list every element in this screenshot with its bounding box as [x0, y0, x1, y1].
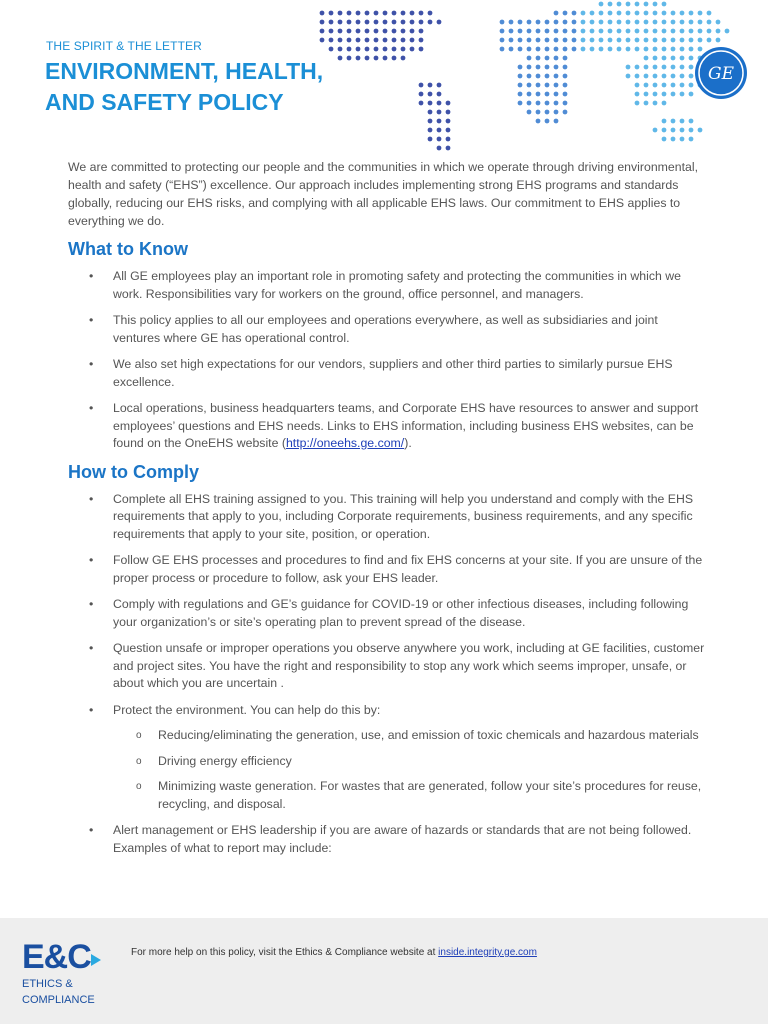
oneehs-text: Local operations, business headquarters teams, and Corporate EHS have resources to answer and support employees’ questions and EHS needs. Links to EHS information, including business EHS websites, can be found on the OneEHS website ( — [113, 401, 699, 450]
environment-item: Protect the environment. You can help do this by: — [113, 702, 381, 717]
sub-list-item: o Reducing/eliminating the generation, use, and emission of toxic chemicals and hazardous materials — [113, 727, 708, 745]
list-item: • All GE employees play an important role in promoting safety and protecting the communities in which we work. Responsibilities vary for workers on the ground, office personnel, and managers. — [68, 268, 708, 303]
ge-logo-text: GE — [708, 64, 734, 84]
sub-list-item: o Driving energy efficiency — [113, 753, 708, 771]
ec-line-1: ETHICS & — [22, 978, 73, 990]
list-item: • Follow GE EHS processes and procedures to find and fix EHS concerns at your site. If you are unsure of the proper process or procedure to follow, ask your EHS leader. — [68, 552, 708, 587]
policy-content — [68, 158, 708, 866]
ec-line-2: COMPLIANCE — [22, 994, 95, 1006]
list-item: • This policy applies to all our employees and operations everywhere, as well as subsidiaries and joint ventures where GE has operational control. — [68, 312, 708, 347]
oneehs-link[interactable]: http://oneehs.ge.com/ — [285, 436, 405, 450]
environment-sublist — [113, 727, 708, 813]
eyebrow-label: THE SPIRIT & THE LETTER — [46, 39, 202, 53]
list-item: • Comply with regulations and GE’s guidance for COVID-19 or other infectious diseases, including following your organization’s or site’s operating plan to prevent spread of the disease. — [68, 596, 708, 631]
footer-help-text — [131, 947, 537, 958]
ge-logo-icon — [694, 46, 748, 100]
what-to-know-list — [68, 268, 708, 453]
list-item: • Question unsafe or improper operations you observe anywhere you work, including at GE facilities, customer and project sites. You have the right and responsibility to stop any work which seems improper, unsafe, or about which you are uncertain . — [68, 640, 708, 693]
play-arrow-icon — [89, 952, 103, 968]
integrity-website-link[interactable]: inside.integrity.ge.com — [438, 947, 537, 958]
footer-bar — [0, 918, 768, 1024]
list-item: • Alert management or EHS leadership if you are aware of hazards or standards that are not being followed. Examples of what to report may include: — [68, 822, 708, 857]
list-item — [68, 400, 708, 453]
how-to-comply-list — [68, 491, 708, 858]
intro-paragraph: We are committed to protecting our people and the communities in which we operate through driving environmental, health and safety (“EHS”) excellence. Our approach includes implementing strong EHS programs and standards globally, reducing our EHS risks, and complying with all applicable EHS laws. Our commitment to EHS applies to everything we do. — [68, 160, 698, 228]
footer-help-label: For more help on this policy, visit the Ethics & Compliance website at — [131, 947, 439, 958]
how-to-comply-heading: How to Comply — [68, 461, 199, 482]
sub-list-item: o Minimizing waste generation. For wastes that are generated, follow your site’s procedures for reuse, recycling, and disposal. — [113, 778, 708, 813]
list-item: • Complete all EHS training assigned to you. This training will help you understand and comply with the EHS requirements that apply to you, including Corporate requirements, business requirements, and any specific requirements that apply to your site, position, or operation. — [68, 491, 708, 544]
ec-mark-text: E&C — [22, 938, 91, 976]
oneehs-text-end: ). — [404, 436, 412, 450]
list-item: • We also set high expectations for our vendors, suppliers and other third parties to similarly pursue EHS excellence. — [68, 356, 708, 391]
page-title — [45, 56, 323, 118]
title-line-2: AND SAFETY POLICY — [45, 89, 284, 115]
what-to-know-heading: What to Know — [68, 239, 188, 259]
ethics-compliance-logo — [22, 940, 103, 1006]
title-line-1: ENVIRONMENT, HEALTH, — [45, 58, 324, 84]
list-item — [68, 702, 708, 814]
